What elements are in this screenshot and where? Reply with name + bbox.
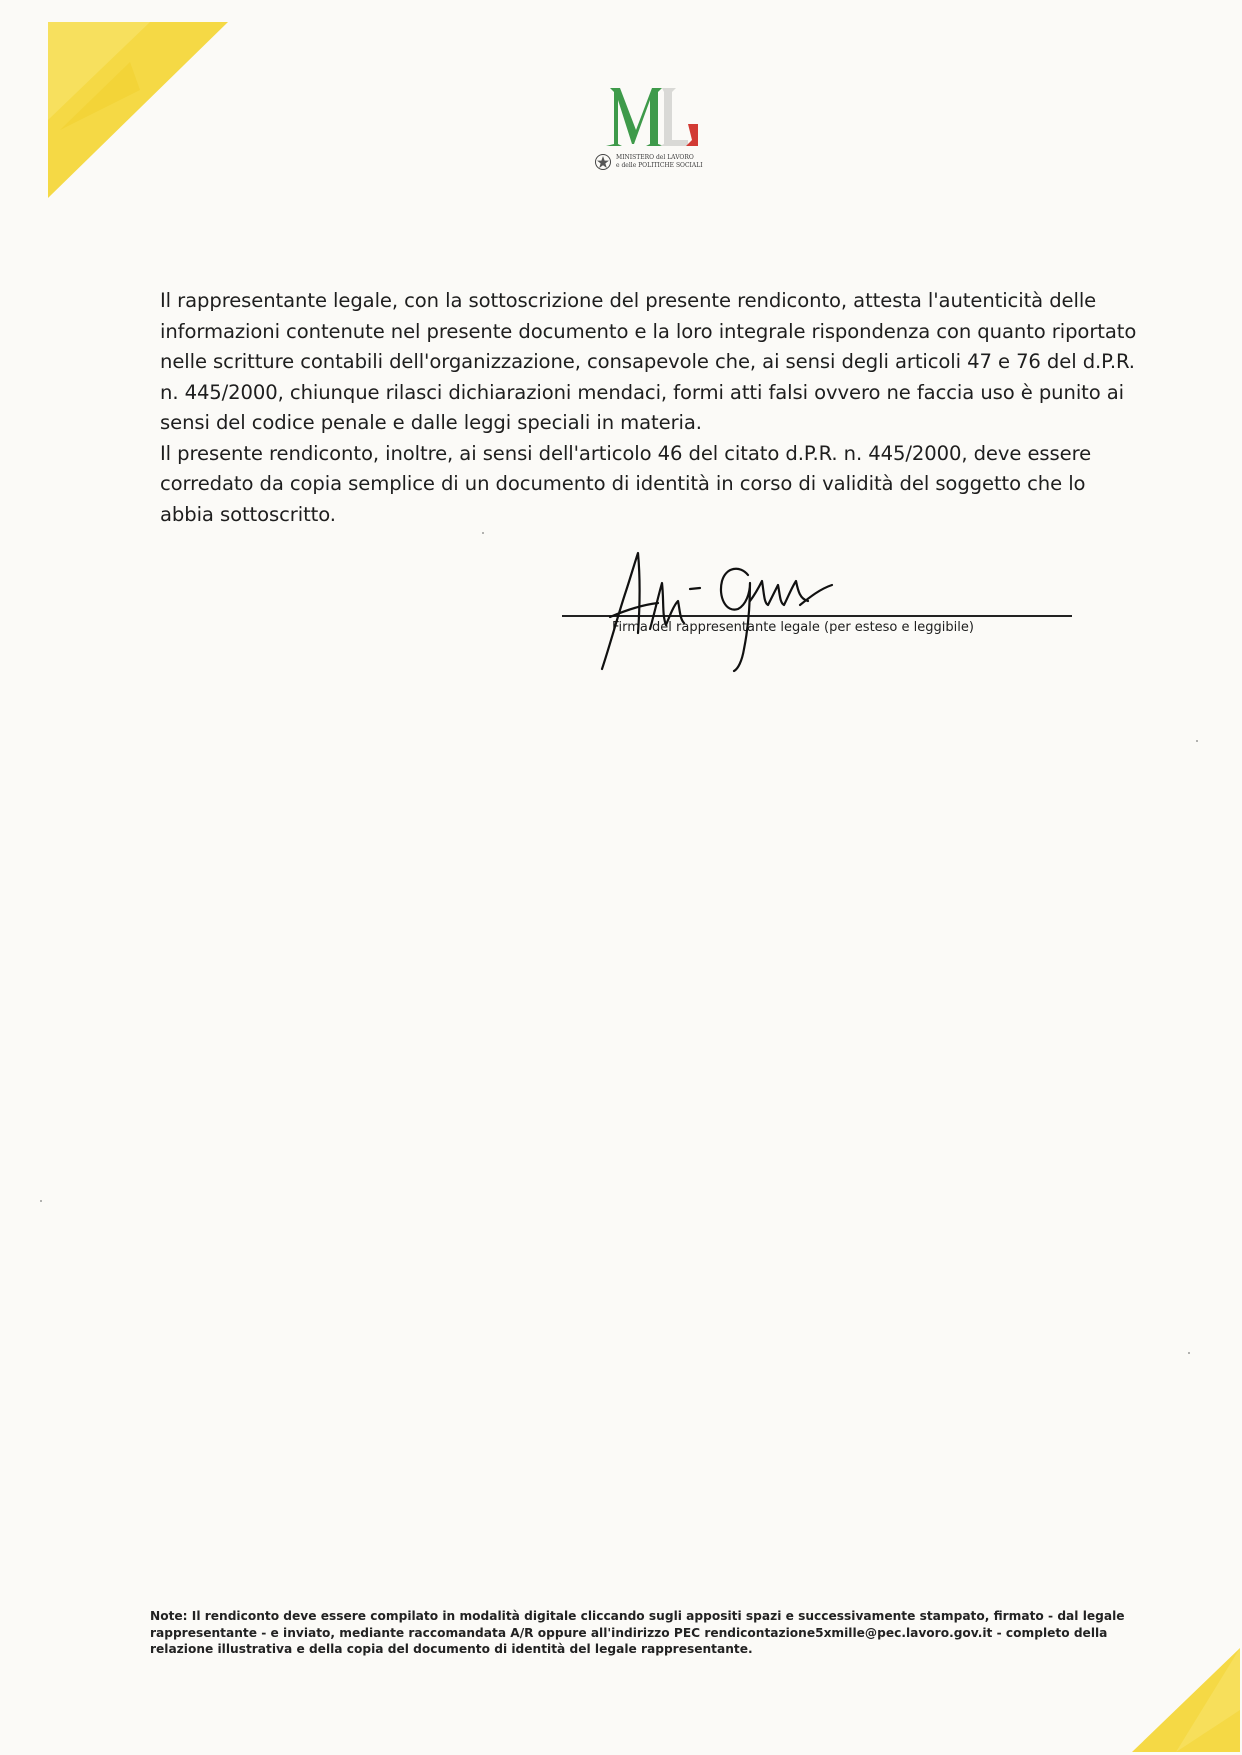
declaration-text [160,286,1140,530]
signature-block [560,545,1080,675]
signature-caption: Firma del rappresentante legale (per esteso e leggibile) [612,620,974,635]
scan-speck [1188,1352,1190,1354]
ministry-caption: MINISTERO del LAVORO e delle POLITICHE SOCIALI [616,154,703,169]
declaration-paragraph-2: Il presente rendiconto, inoltre, ai sensi dell'articolo 46 del citato d.P.R. n. 445/2000, deve essere corredato da copia semplice di un documento di identità in corso di validità del soggetto che lo abbia sottoscritto. [160,441,1092,526]
footer-note: Note: Il rendiconto deve essere compilato in modalità digitale cliccando sugli appositi spazi e successivamente stampato, firmato - dal legale rappresentante - e inviato, mediante raccomandata A/R oppure all'indirizzo PEC rendicontazione5xmille@pec.lavoro.gov.it - completo della relazione illustrativa e della copia del documento di identità del legale rappresentante. [150,1609,1125,1656]
handwritten-signature [600,545,850,675]
yellow-corner-triangle-top [0,0,240,200]
emblem-icon [594,152,612,172]
scan-speck [1196,740,1198,742]
scan-speck [482,532,484,534]
scan-speck [40,1200,42,1202]
yellow-corner-triangle-bottom [1132,1640,1242,1755]
ml-logo-mark [602,78,712,150]
ministry-logo [590,78,720,188]
declaration-paragraph-1: Il rappresentante legale, con la sottoscrizione del presente rendiconto, attesta l'autenticità delle informazioni contenute nel presente documento e la loro integrale rispondenza con quanto riportato nelle scritture contabili dell'organizzazione, consapevole che, ai sensi degli articoli 47 e 76 del d.P.R. n. 445/2000, chiunque rilasci dichiarazioni mendaci, formi atti falsi ovvero ne faccia uso è punito ai sensi del codice penale e dalle leggi speciali in materia. [160,289,1137,434]
